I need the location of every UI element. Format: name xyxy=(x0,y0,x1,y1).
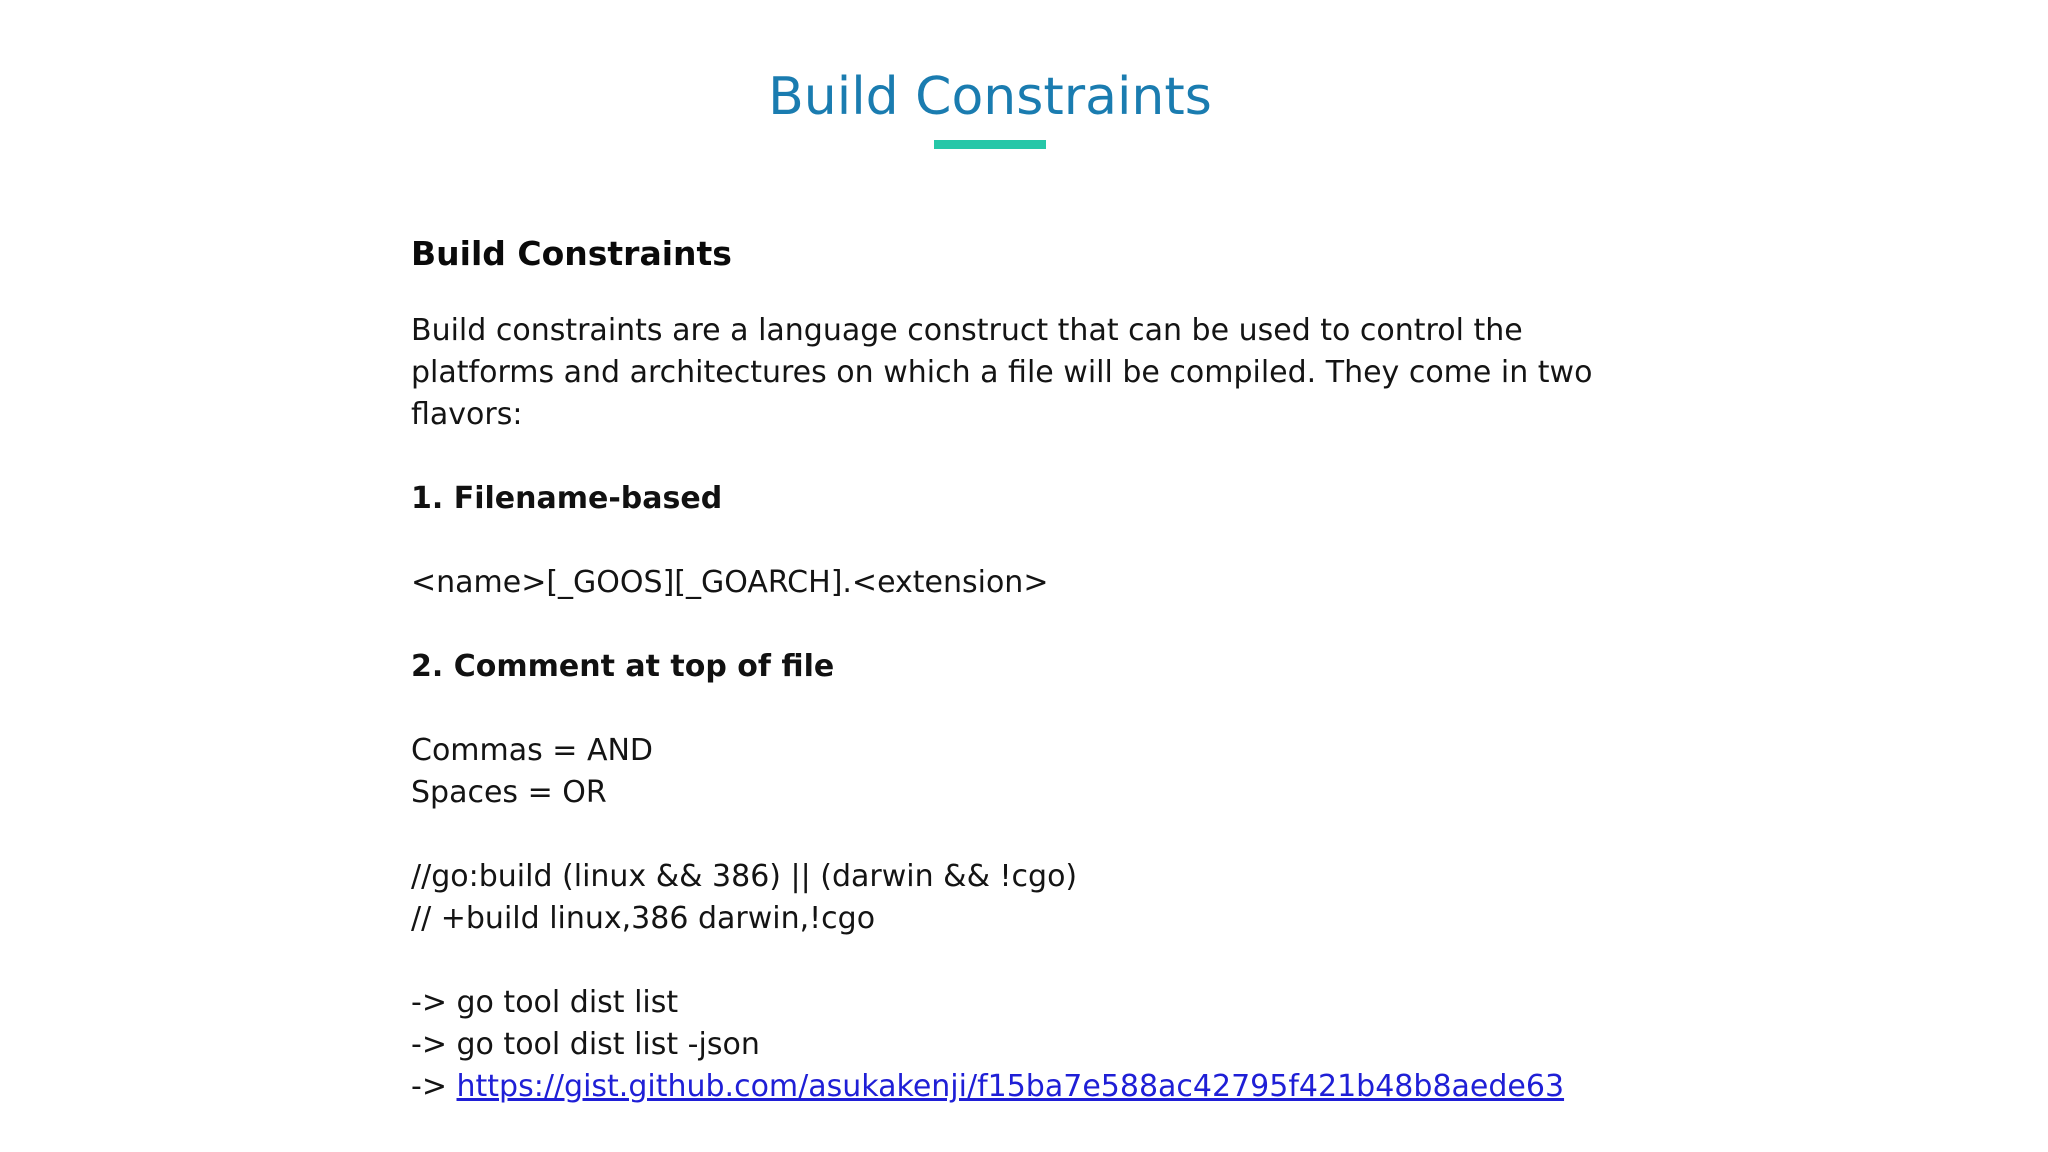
example-go-build: //go:build (linux && 386) || (darwin && !cgo) xyxy=(411,859,1078,894)
command-item xyxy=(411,1066,1661,1108)
command-list xyxy=(411,982,1661,1108)
command-item xyxy=(411,982,1661,1024)
arrow-prefix: -> xyxy=(411,985,457,1020)
operator-rules xyxy=(411,730,1661,814)
content-heading: Build Constraints xyxy=(411,234,732,273)
slide-content xyxy=(411,226,1661,1108)
command-item xyxy=(411,1024,1661,1066)
arrow-prefix: -> xyxy=(411,1027,457,1062)
command-text: go tool dist list xyxy=(456,985,679,1020)
arrow-prefix: -> xyxy=(411,1069,457,1104)
example-plus-build: // +build linux,386 darwin,!cgo xyxy=(411,901,876,936)
gist-link[interactable]: https://gist.github.com/asukakenji/f15ba7e588ac42795f421b48b8aede63 xyxy=(456,1069,1565,1104)
rule-commas: Commas = AND xyxy=(411,733,654,768)
section-filename-based-title: 1. Filename-based xyxy=(411,481,723,516)
rule-spaces: Spaces = OR xyxy=(411,775,607,810)
section-comment-title: 2. Comment at top of file xyxy=(411,649,835,684)
slide-title: Build Constraints xyxy=(768,67,1212,127)
title-underline xyxy=(934,140,1046,149)
build-examples xyxy=(411,856,1661,940)
command-text: go tool dist list -json xyxy=(456,1027,760,1062)
filename-pattern-text: <name>[_GOOS][_GOARCH].<extension> xyxy=(411,565,1049,600)
intro-paragraph: Build constraints are a language construct that can be used to control the platforms and architectures on which a file will be compiled. They come in two flavors: xyxy=(411,313,1593,432)
filename-pattern xyxy=(411,562,1661,604)
